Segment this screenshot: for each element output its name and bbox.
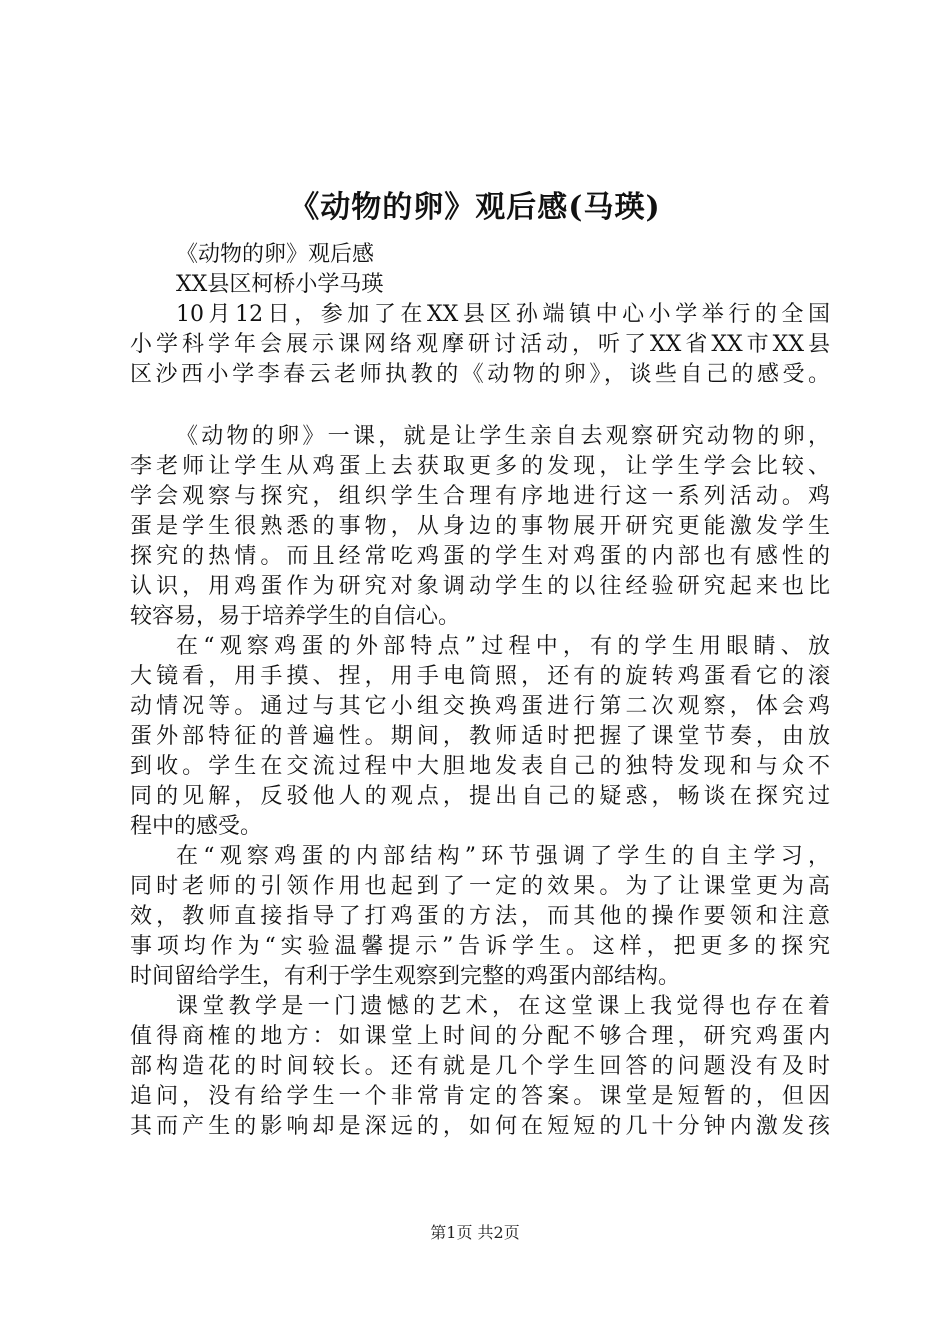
paragraph-line: 学会观察与探究，组织学生合理有序地进行这一系列活动。鸡 (130, 484, 830, 509)
paragraph-line: 同时老师的引领作用也起到了一定的效果。为了让课堂更为高 (130, 874, 830, 899)
paragraph-line: 事项均作为“实验温馨提示”告诉学生。这样，把更多的探究 (130, 934, 830, 959)
intro-line: XX县区柯桥小学马瑛 (176, 272, 384, 297)
paragraph-line: 效，教师直接指导了打鸡蛋的方法，而其他的操作要领和注意 (130, 904, 830, 929)
paragraph-line: 在“观察鸡蛋的内部结构”环节强调了学生的自主学习， (176, 844, 830, 869)
paragraph-line: 在“观察鸡蛋的外部特点”过程中，有的学生用眼睛、放 (176, 634, 830, 659)
paragraph-line: 小学科学年会展示课网络观摩研讨活动，听了XX省XX市XX县 (130, 332, 830, 357)
paragraph-line: 探究的热情。而且经常吃鸡蛋的学生对鸡蛋的内部也有感性的 (130, 544, 830, 569)
paragraph-line: 蛋是学生很熟悉的事物，从身边的事物展开研究更能激发学生 (130, 514, 830, 539)
document-title: 《动物的卵》观后感(马瑛) (289, 190, 661, 225)
intro-line: 《动物的卵》观后感 (176, 242, 375, 267)
paragraph-line: 较容易，易于培养学生的自信心。 (130, 604, 461, 629)
page-footer: 第1页 共2页 (430, 1223, 520, 1242)
paragraph-line: 大镜看，用手摸、捏，用手电筒照，还有的旋转鸡蛋看它的滚 (130, 664, 830, 689)
document-body (130, 240, 830, 1142)
paragraph-line: 《动物的卵》一课，就是让学生亲自去观察研究动物的卵， (176, 424, 830, 449)
paragraph-line: 值得商榷的地方：如课堂上时间的分配不够合理，研究鸡蛋内 (130, 1024, 830, 1049)
paragraph-line: 李老师让学生从鸡蛋上去获取更多的发现，让学生学会比较、 (130, 454, 830, 479)
paragraph-line: 其而产生的影响却是深远的，如何在短短的几十分钟内激发孩 (130, 1114, 830, 1139)
paragraph-line: 蛋外部特征的普遍性。期间，教师适时把握了课堂节奏，由放 (130, 724, 830, 749)
paragraph-line: 同的见解，反驳他人的观点，提出自己的疑惑，畅谈在探究过 (130, 784, 830, 809)
paragraph-line: 课堂教学是一门遗憾的艺术，在这堂课上我觉得也存在着 (176, 994, 830, 1019)
paragraph-line: 程中的感受。 (130, 814, 263, 839)
paragraph-line: 区沙西小学李春云老师执教的《动物的卵》，谈些自己的感受。 (130, 362, 830, 387)
paragraph-line: 10月12日，参加了在XX县区孙端镇中心小学举行的全国 (176, 302, 830, 327)
paragraph-line: 追问，没有给学生一个非常肯定的答案。课堂是短暂的，但因 (130, 1084, 830, 1109)
paragraph-gap (130, 390, 830, 422)
paragraph-line: 认识，用鸡蛋作为研究对象调动学生的以往经验研究起来也比 (130, 574, 830, 599)
paragraph-line: 部构造花的时间较长。还有就是几个学生回答的问题没有及时 (130, 1054, 830, 1079)
paragraph-line: 动情况等。通过与其它小组交换鸡蛋进行第二次观察，体会鸡 (130, 694, 830, 719)
paragraph-line: 到收。学生在交流过程中大胆地发表自己的独特发现和与众不 (130, 754, 830, 779)
paragraph-line: 时间留给学生，有利于学生观察到完整的鸡蛋内部结构。 (130, 964, 681, 989)
